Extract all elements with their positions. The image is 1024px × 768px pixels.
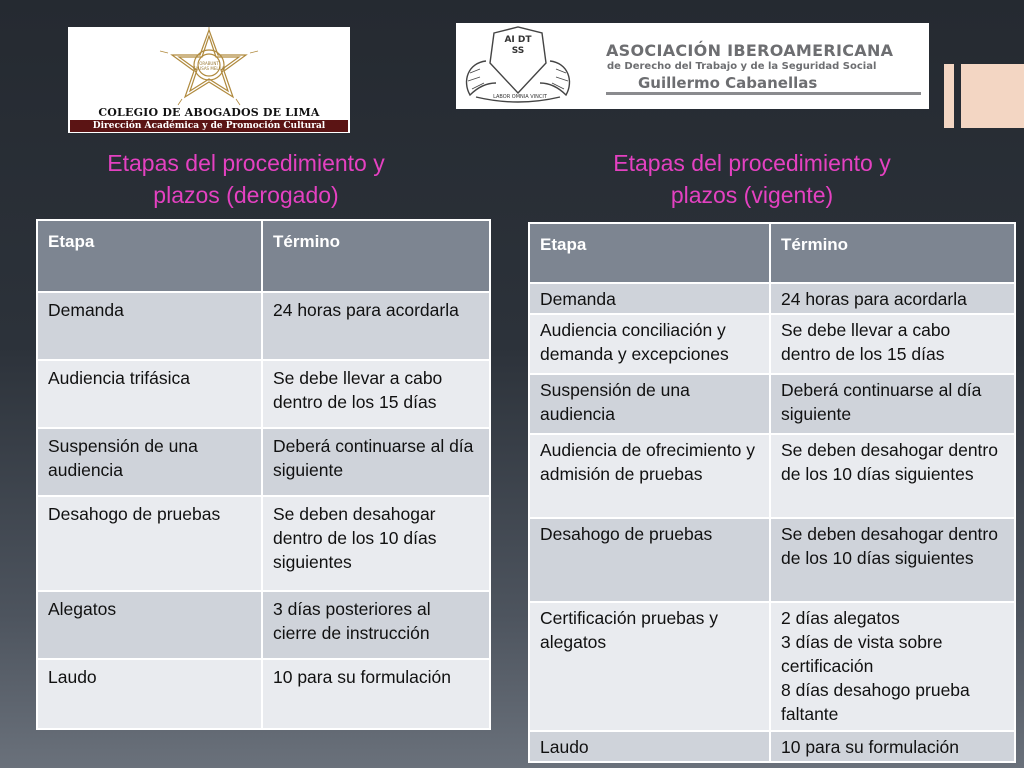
termino-cell: Se deben desahogar dentro de los 10 días siguientes	[770, 518, 1015, 602]
termino-cell: Se deben desahogar dentro de los 10 días siguientes	[770, 434, 1015, 518]
column-header-termino: Término	[262, 220, 490, 292]
left-title-line2: plazos (derogado)	[153, 182, 339, 208]
termino-line: 2 días alegatos	[781, 608, 900, 628]
etapa-cell: Audiencia de ofrecimiento y admisión de pruebas	[529, 434, 770, 518]
logo-motto: ORABUNT CAUSAS MELIUS	[192, 61, 226, 71]
table-row	[529, 374, 1015, 434]
termino-cell: Deberá continuarse al día siguiente	[262, 428, 490, 496]
etapa-cell: Audiencia trifásica	[37, 360, 262, 428]
table-row	[37, 292, 490, 360]
logo-subtitle: Dirección Académica y de Promoción Cultural	[70, 120, 348, 132]
table-row	[37, 496, 490, 591]
termino-line: 3 días de vista sobre certificación	[781, 632, 943, 676]
table-row	[37, 360, 490, 428]
etapa-cell: Audiencia conciliación y demanda y excepciones	[529, 314, 770, 374]
derogado-stages-table	[36, 219, 491, 730]
termino-cell	[770, 602, 1015, 731]
table-row	[37, 659, 490, 729]
etapa-cell: Demanda	[37, 292, 262, 360]
table-row	[37, 591, 490, 659]
etapa-cell: Desahogo de pruebas	[37, 496, 262, 591]
decorative-block	[961, 64, 1024, 128]
etapa-cell: Laudo	[37, 659, 262, 729]
table-row	[529, 314, 1015, 374]
termino-cell: Deberá continuarse al día siguiente	[770, 374, 1015, 434]
left-title-line1: Etapas del procedimiento y	[107, 150, 385, 176]
colegio-abogados-logo	[68, 27, 350, 133]
etapa-cell: Certificación pruebas y alegatos	[529, 602, 770, 731]
decorative-bar	[944, 64, 954, 128]
termino-cell: Se deben desahogar dentro de los 10 días siguientes	[262, 496, 490, 591]
etapa-cell: Desahogo de pruebas	[529, 518, 770, 602]
table-row	[529, 283, 1015, 314]
right-title-line2: plazos (vigente)	[670, 182, 834, 208]
termino-cell: 24 horas para acordarla	[770, 283, 1015, 314]
logo-title: COLEGIO DE ABOGADOS DE LIMA	[98, 106, 320, 119]
column-header-etapa: Etapa	[529, 223, 770, 283]
termino-cell: 10 para su formulación	[262, 659, 490, 729]
etapa-cell: Suspensión de una audiencia	[529, 374, 770, 434]
table-row	[37, 428, 490, 496]
left-section-title	[60, 147, 432, 211]
logo-subtitle-right: de Derecho del Trabajo y de la Seguridad Social	[607, 61, 877, 72]
column-header-termino: Término	[770, 223, 1015, 283]
logo-badge: AI DT SS	[504, 35, 532, 56]
table-row	[529, 518, 1015, 602]
column-header-etapa: Etapa	[37, 220, 262, 292]
termino-cell: Se debe llevar a cabo dentro de los 15 días	[770, 314, 1015, 374]
vigente-stages-table	[528, 222, 1016, 763]
termino-cell: 24 horas para acordarla	[262, 292, 490, 360]
logo-motto-right: LABOR OMNIA VINCIT	[493, 94, 547, 100]
logo-name-right: Guillermo Cabanellas	[638, 74, 818, 92]
etapa-cell: Demanda	[529, 283, 770, 314]
right-section-title	[566, 147, 938, 211]
logo-title-right: ASOCIACIÓN IBEROAMERICANA	[606, 41, 894, 60]
asociacion-iberoamericana-logo	[456, 23, 929, 109]
table-row	[529, 731, 1015, 762]
termino-cell: Se debe llevar a cabo dentro de los 15 días	[262, 360, 490, 428]
logo-rule	[606, 92, 921, 95]
termino-cell: 3 días posteriores al cierre de instrucción	[262, 591, 490, 659]
termino-line: 8 días desahogo prueba faltante	[781, 680, 970, 724]
table-header-row	[37, 220, 490, 292]
table-row	[529, 434, 1015, 518]
termino-cell: 10 para su formulación	[770, 731, 1015, 762]
right-title-line1: Etapas del procedimiento y	[613, 150, 891, 176]
table-row	[529, 602, 1015, 731]
etapa-cell: Laudo	[529, 731, 770, 762]
etapa-cell: Alegatos	[37, 591, 262, 659]
table-header-row	[529, 223, 1015, 283]
etapa-cell: Suspensión de una audiencia	[37, 428, 262, 496]
